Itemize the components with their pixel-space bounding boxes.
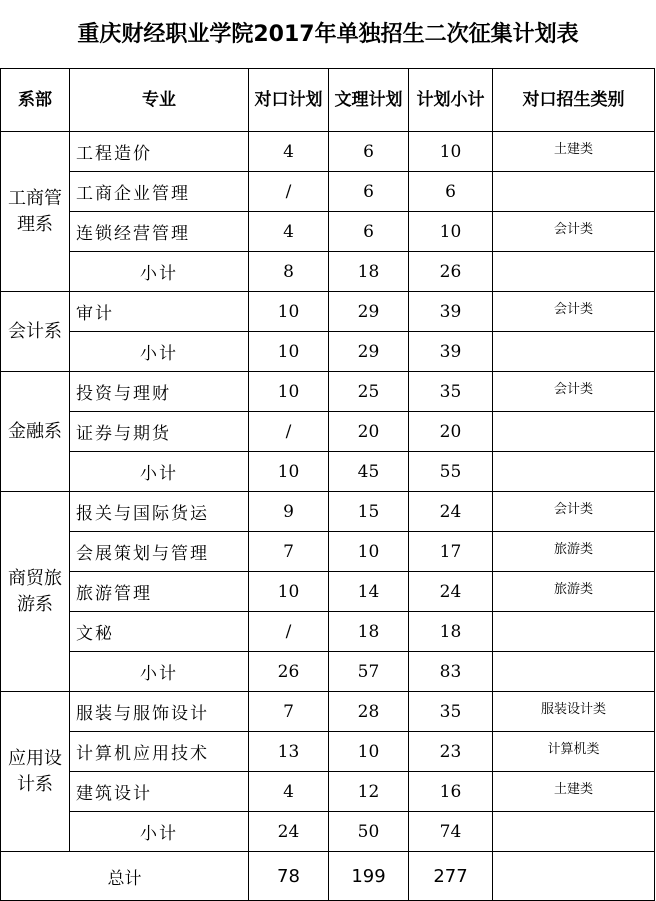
duikou-plan-value: 10 <box>249 292 329 332</box>
plan-subtotal-value: 17 <box>409 532 493 572</box>
duikou-plan-value: 7 <box>249 692 329 732</box>
duikou-category-value: 土建类 <box>493 132 655 172</box>
subtotal-row <box>1 452 655 492</box>
header-major: 专业 <box>70 69 249 132</box>
subtotal-category <box>493 452 655 492</box>
table-row <box>1 372 655 412</box>
plan-subtotal-value: 24 <box>409 492 493 532</box>
subtotal-row <box>1 652 655 692</box>
duikou-category-value: 服装设计类 <box>493 692 655 732</box>
wenli-plan-value: 6 <box>329 172 409 212</box>
subtotal-total: 26 <box>409 252 493 292</box>
table-row <box>1 692 655 732</box>
duikou-plan-value: 4 <box>249 772 329 812</box>
subtotal-total: 83 <box>409 652 493 692</box>
subtotal-category <box>493 252 655 292</box>
duikou-category-value: 会计类 <box>493 292 655 332</box>
subtotal-total: 39 <box>409 332 493 372</box>
table-row <box>1 572 655 612</box>
plan-subtotal-value: 18 <box>409 612 493 652</box>
duikou-plan-value: / <box>249 412 329 452</box>
duikou-category-value <box>493 172 655 212</box>
major-name: 会展策划与管理 <box>70 532 249 572</box>
header-duikou-category: 对口招生类别 <box>493 69 655 132</box>
subtotal-wenli: 45 <box>329 452 409 492</box>
duikou-plan-value: 10 <box>249 572 329 612</box>
major-name: 工程造价 <box>70 132 249 172</box>
major-name: 工商企业管理 <box>70 172 249 212</box>
dept-name: 应用设计系 <box>1 692 70 852</box>
subtotal-wenli: 29 <box>329 332 409 372</box>
subtotal-label: 小计 <box>70 332 249 372</box>
major-name: 建筑设计 <box>70 772 249 812</box>
duikou-category-value: 旅游类 <box>493 572 655 612</box>
major-name: 审计 <box>70 292 249 332</box>
plan-subtotal-value: 16 <box>409 772 493 812</box>
major-name: 报关与国际货运 <box>70 492 249 532</box>
duikou-category-value: 会计类 <box>493 212 655 252</box>
wenli-plan-value: 25 <box>329 372 409 412</box>
total-category <box>493 852 655 901</box>
duikou-category-value: 计算机类 <box>493 732 655 772</box>
duikou-plan-value: 9 <box>249 492 329 532</box>
wenli-plan-value: 15 <box>329 492 409 532</box>
duikou-plan-value: 10 <box>249 372 329 412</box>
subtotal-duikou: 24 <box>249 812 329 852</box>
duikou-plan-value: / <box>249 172 329 212</box>
header-plan-subtotal: 计划小计 <box>409 69 493 132</box>
total-wenli: 199 <box>329 852 409 901</box>
wenli-plan-value: 12 <box>329 772 409 812</box>
wenli-plan-value: 20 <box>329 412 409 452</box>
subtotal-label: 小计 <box>70 812 249 852</box>
table-row <box>1 732 655 772</box>
duikou-category-value <box>493 612 655 652</box>
table-row <box>1 212 655 252</box>
subtotal-label: 小计 <box>70 252 249 292</box>
wenli-plan-value: 29 <box>329 292 409 332</box>
subtotal-category <box>493 652 655 692</box>
wenli-plan-value: 14 <box>329 572 409 612</box>
wenli-plan-value: 6 <box>329 132 409 172</box>
plan-subtotal-value: 39 <box>409 292 493 332</box>
subtotal-label: 小计 <box>70 452 249 492</box>
dept-name: 会计系 <box>1 292 70 372</box>
subtotal-total: 55 <box>409 452 493 492</box>
major-name: 连锁经营管理 <box>70 212 249 252</box>
table-row <box>1 172 655 212</box>
subtotal-duikou: 8 <box>249 252 329 292</box>
duikou-category-value: 会计类 <box>493 492 655 532</box>
subtotal-wenli: 57 <box>329 652 409 692</box>
page-title: 重庆财经职业学院2017年单独招生二次征集计划表 <box>77 22 579 47</box>
plan-subtotal-value: 23 <box>409 732 493 772</box>
major-name: 计算机应用技术 <box>70 732 249 772</box>
subtotal-wenli: 50 <box>329 812 409 852</box>
subtotal-category <box>493 332 655 372</box>
duikou-plan-value: 13 <box>249 732 329 772</box>
header-dept: 系部 <box>1 69 70 132</box>
major-name: 证券与期货 <box>70 412 249 452</box>
subtotal-duikou: 10 <box>249 452 329 492</box>
table-body <box>1 132 655 852</box>
plan-subtotal-value: 35 <box>409 692 493 732</box>
wenli-plan-value: 28 <box>329 692 409 732</box>
duikou-plan-value: 4 <box>249 132 329 172</box>
wenli-plan-value: 6 <box>329 212 409 252</box>
plan-subtotal-value: 6 <box>409 172 493 212</box>
subtotal-duikou: 26 <box>249 652 329 692</box>
table-row <box>1 532 655 572</box>
dept-name: 金融系 <box>1 372 70 492</box>
plan-subtotal-value: 20 <box>409 412 493 452</box>
major-name: 文秘 <box>70 612 249 652</box>
subtotal-row <box>1 812 655 852</box>
duikou-category-value <box>493 412 655 452</box>
subtotal-label: 小计 <box>70 652 249 692</box>
subtotal-row <box>1 332 655 372</box>
total-row <box>1 852 655 901</box>
header-row <box>1 69 655 132</box>
plan-subtotal-value: 10 <box>409 212 493 252</box>
subtotal-duikou: 10 <box>249 332 329 372</box>
wenli-plan-value: 10 <box>329 732 409 772</box>
plan-subtotal-value: 24 <box>409 572 493 612</box>
dept-name: 商贸旅游系 <box>1 492 70 692</box>
wenli-plan-value: 10 <box>329 532 409 572</box>
table-row <box>1 412 655 452</box>
duikou-plan-value: / <box>249 612 329 652</box>
duikou-plan-value: 7 <box>249 532 329 572</box>
table-row <box>1 612 655 652</box>
subtotal-category <box>493 812 655 852</box>
duikou-category-value: 旅游类 <box>493 532 655 572</box>
wenli-plan-value: 18 <box>329 612 409 652</box>
header-duikou-plan: 对口计划 <box>249 69 329 132</box>
major-name: 投资与理财 <box>70 372 249 412</box>
dept-name: 工商管理系 <box>1 132 70 292</box>
enrollment-plan-table <box>0 68 655 901</box>
table-row <box>1 492 655 532</box>
subtotal-total: 74 <box>409 812 493 852</box>
table-row <box>1 132 655 172</box>
duikou-category-value: 土建类 <box>493 772 655 812</box>
total-label: 总计 <box>1 852 249 901</box>
table-row <box>1 292 655 332</box>
total-plan: 277 <box>409 852 493 901</box>
table-row <box>1 772 655 812</box>
major-name: 服装与服饰设计 <box>70 692 249 732</box>
plan-subtotal-value: 10 <box>409 132 493 172</box>
subtotal-row <box>1 252 655 292</box>
header-wenli-plan: 文理计划 <box>329 69 409 132</box>
major-name: 旅游管理 <box>70 572 249 612</box>
subtotal-wenli: 18 <box>329 252 409 292</box>
duikou-category-value: 会计类 <box>493 372 655 412</box>
plan-subtotal-value: 35 <box>409 372 493 412</box>
total-duikou: 78 <box>249 852 329 901</box>
duikou-plan-value: 4 <box>249 212 329 252</box>
